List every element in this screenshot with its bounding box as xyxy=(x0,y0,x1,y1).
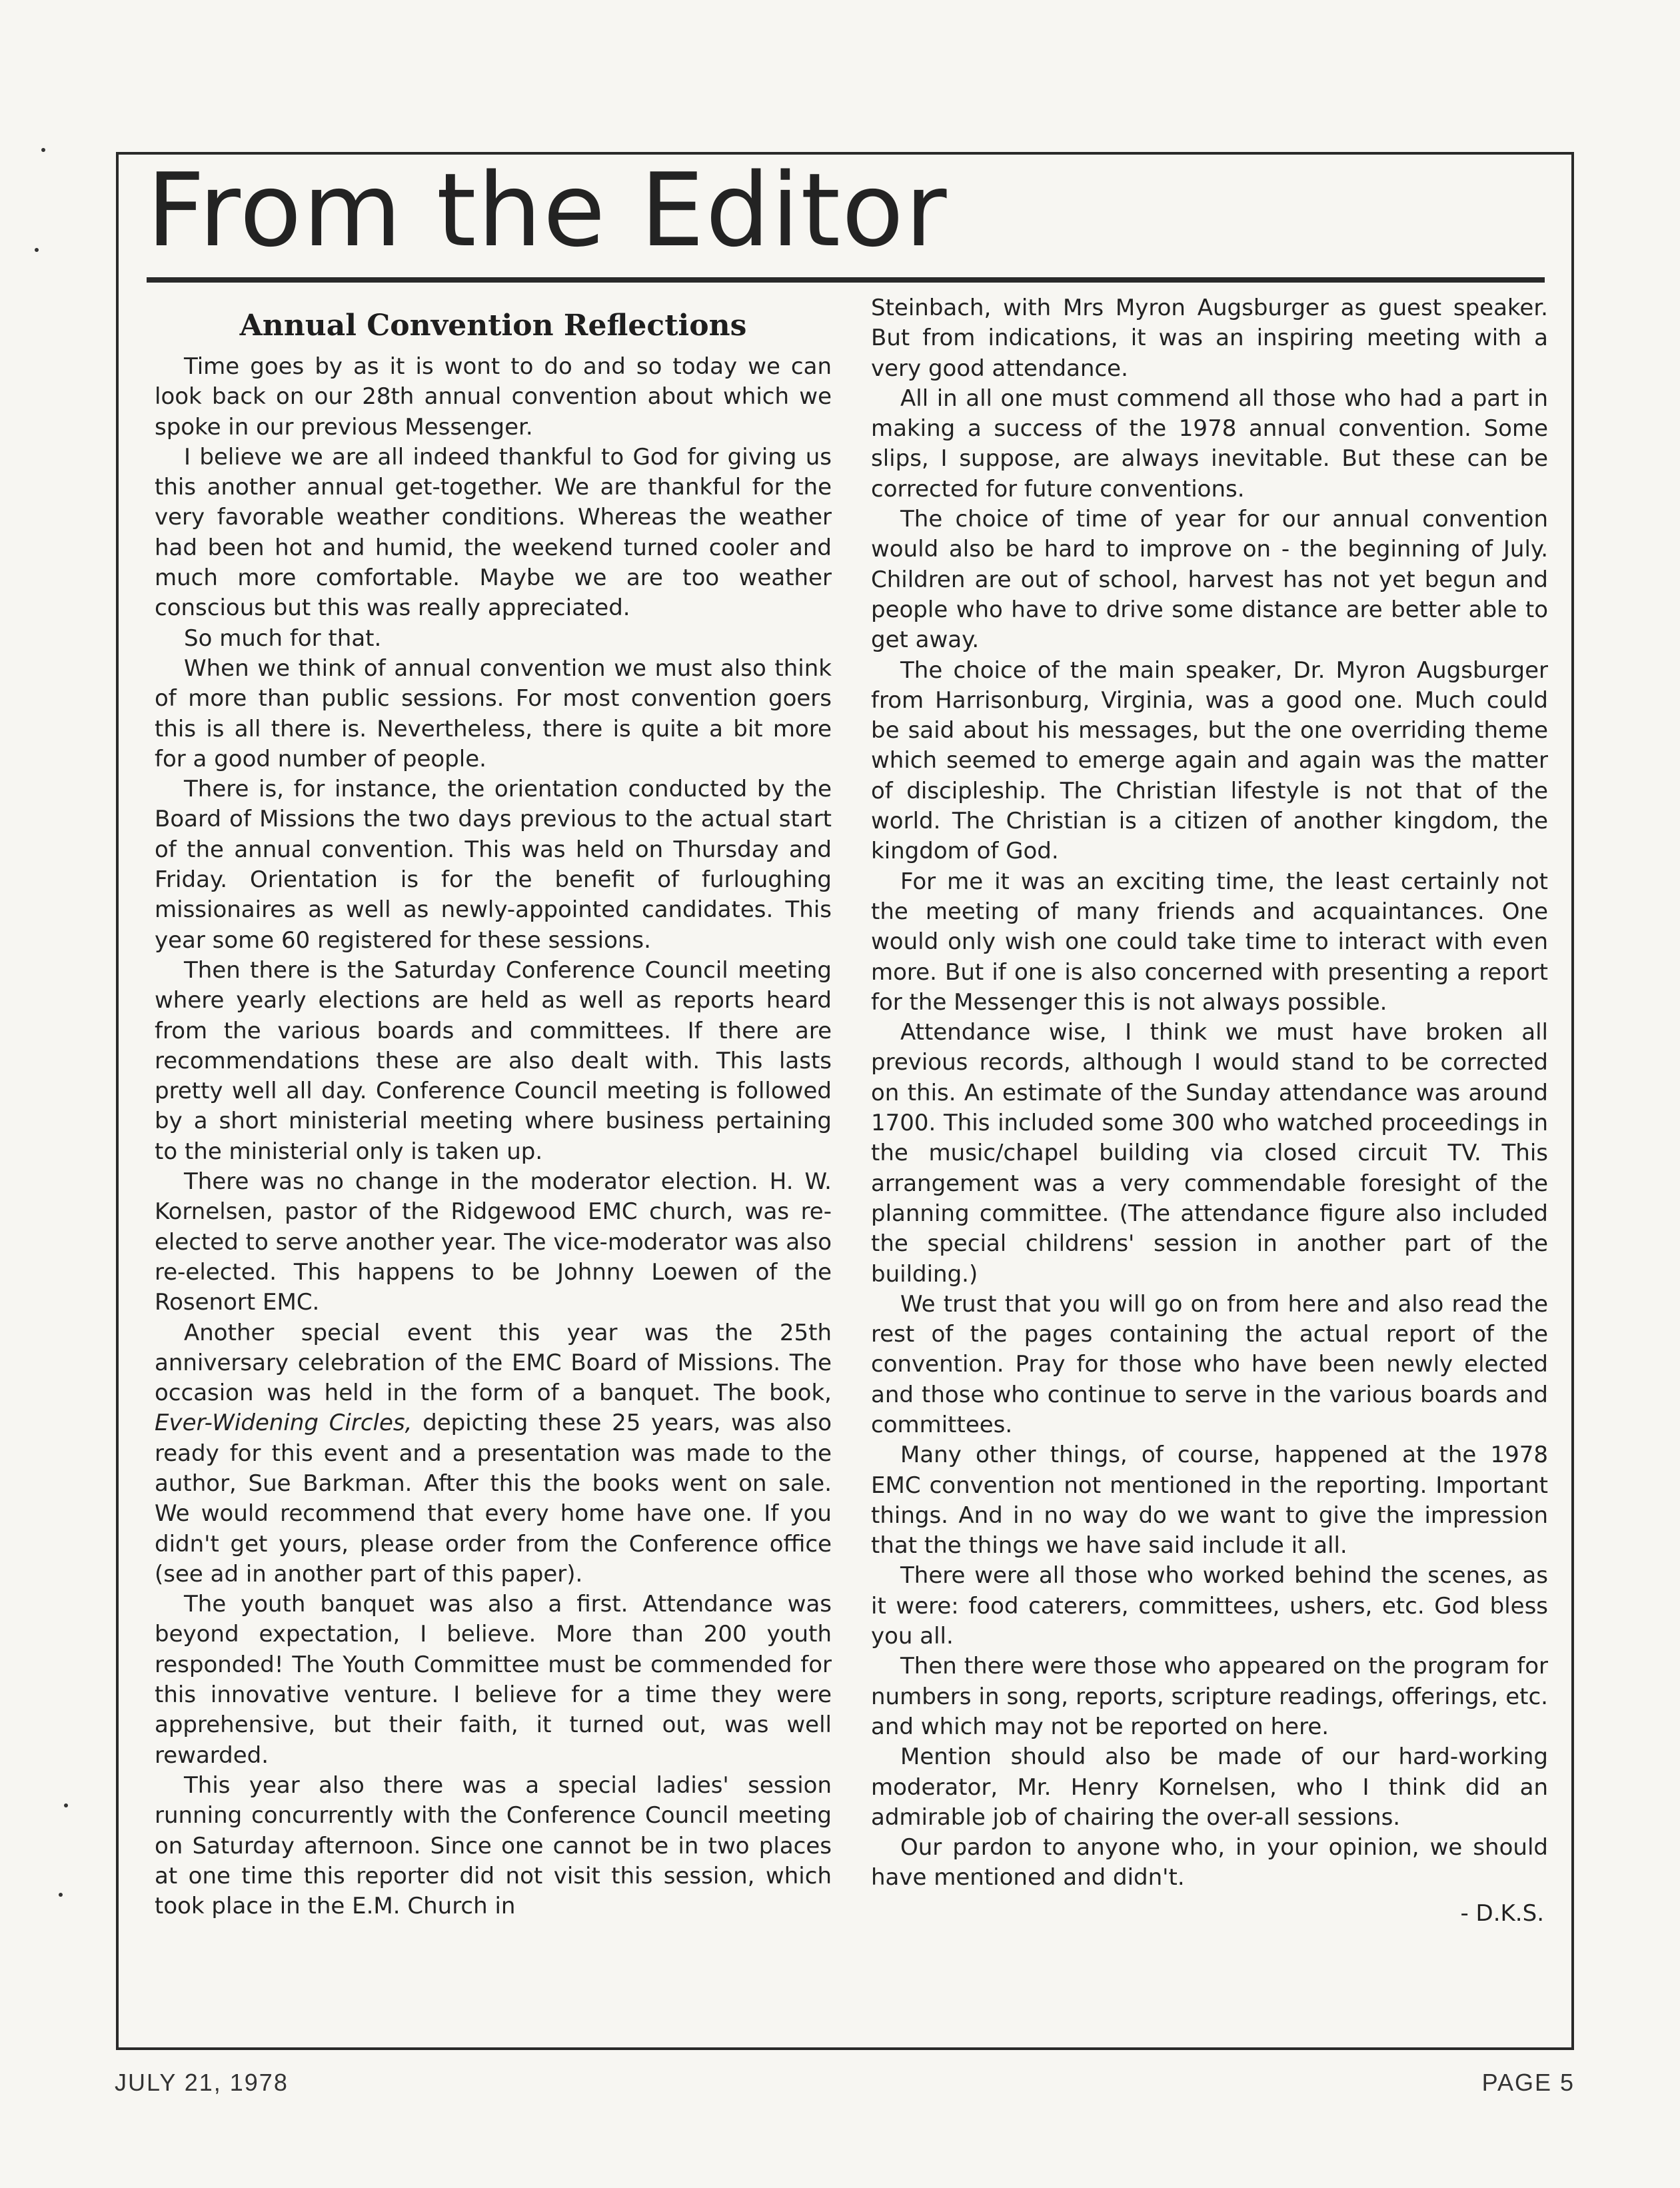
paragraph: The youth banquet was also a first. Attendance was beyond expectation, I believe. More than 200 youth responded! The Youth Committee must be commended for this innovative venture. I believe for a time they were apprehensive, but their faith, it turned out, was well rewarded. xyxy=(155,1591,832,1769)
paragraph: There was no change in the moderator election. H. W. Kornelsen, pastor of the Ridgewood EMC church, was re-elected to serve another year. The vice-moderator was also re-elected. This happens to be Johnny Loewen of the Rosenort EMC. xyxy=(155,1168,832,1316)
left-column xyxy=(155,293,832,2026)
paragraph: This year also there was a special ladies' session running concurrently with the Conference Council meeting on Saturday afternoon. Since one cannot be in two places at one time this reporter did not visit this session, which took place in the E.M. Church in xyxy=(155,1771,832,1920)
paragraph: Then there is the Saturday Conference Council meeting where yearly elections are held as well as reports heard from the various boards and committees. If there are recommendations these are also dealt with. This lasts pretty well all day. Conference Council meeting is followed by a short ministerial meeting where business pertaining to the ministerial only is taken up. xyxy=(155,956,832,1165)
paragraph: Many other things, of course, happened at the 1978 EMC convention not mentioned in the reporting. Important things. And in no way do we want to give the impression that the things we have said include it all. xyxy=(871,1442,1548,1560)
paragraph: There is, for instance, the orientation conducted by the Board of Missions the two days previous to the actual start of the annual convention. This was held on Thursday and Friday. Orientation is for the benefit of furloughing missionaires as well as newly-appointed candidates. This year some 60 registered for these sessions. xyxy=(155,776,832,954)
paragraph: So much for that. xyxy=(184,624,382,652)
author-signature: - D.K.S. xyxy=(1460,1899,1544,1927)
article-heading: Annual Convention Reflections xyxy=(239,309,747,343)
paragraph: All in all one must commend all those who had a part in making a success of the 1978 annual convention. Some slips, I suppose, are always inevitable. But these can be corrected for future conventions. xyxy=(871,385,1548,503)
paragraph: For me it was an exciting time, the least certainly not the meeting of many friends and acquaintances. One would only wish one could take time to interact with even more. But if one is also concerned with presenting a report for the Messenger this is not always possible. xyxy=(871,868,1548,1016)
issue-date: JULY 21, 1978 xyxy=(115,2069,289,2096)
paragraph: When we think of annual convention we must also think of more than public sessions. For most convention goers this is all there is. Nevertheless, there is quite a bit more for a good number of people. xyxy=(155,654,832,772)
paragraph: Then there were those who appeared on the program for numbers in song, reports, scripture readings, offerings, etc. and which may not be reported on here. xyxy=(871,1653,1548,1740)
banquet-paragraph xyxy=(155,1318,832,1590)
paragraph: The choice of the main speaker, Dr. Myron Augsburger from Harrisonburg, Virginia, was a good one. Much could be said about his messages, but the one overriding theme which seemed to emerge again and again was the matter of discipleship. The Christian lifestyle is not that of the world. The Christian is a citizen of another kingdom, the kingdom of God. xyxy=(871,656,1548,865)
paragraph: I believe we are all indeed thankful to God for giving us this another annual get-together. We are thankful for the very favorable weather conditions. Whereas the weather had been hot and humid, the weekend turned cooler and much more comfortable. Maybe we are too weather conscious but this was really appreciated. xyxy=(155,443,832,622)
title-rule xyxy=(147,277,1545,283)
margin-speck xyxy=(35,248,39,252)
right-column xyxy=(871,293,1548,2026)
paragraph: Time goes by as it is wont to do and so today we can look back on our 28th annual convention about which we spoke in our previous Messenger. xyxy=(155,353,832,441)
paragraph-continuation: Steinbach, with Mrs Myron Augsburger as guest speaker. But from indications, it was an inspiring meeting with a very good attendance. xyxy=(871,295,1548,382)
page-title: From the Editor xyxy=(147,151,948,269)
margin-speck xyxy=(41,148,45,152)
margin-speck xyxy=(64,1803,68,1807)
margin-speck xyxy=(59,1893,63,1897)
paragraph: The choice of time of year for our annual convention would also be hard to improve on - the beginning of July. Children are out of school, harvest has not yet begun and people who have to drive some distance are better able to get away. xyxy=(871,506,1548,654)
paragraph-text: depicting these 25 years, was also ready for this event and a presentation was made to the author, Sue Barkman. After this the books went on sale. We would recommend that every home have one. If you didn't get yours, please order from the Conference office (see ad in another part of this paper). xyxy=(155,1410,832,1588)
book-title: Ever-Widening Circles, xyxy=(155,1410,413,1437)
paragraph: We trust that you will go on from here and also read the rest of the pages containing the actual report of the convention. Pray for those who have been newly elected and those who continue to serve in the various boards and committees. xyxy=(871,1290,1548,1438)
paragraph: Attendance wise, I think we must have broken all previous records, although I would stand to be corrected on this. An estimate of the Sunday attendance was around 1700. This included some 300 who watched proceedings in the music/chapel building via closed circuit TV. This arrangement was a very commendable foresight of the planning committee. (The attendance figure also included the special childrens' session in another part of the building.) xyxy=(871,1019,1548,1288)
paragraph: Mention should also be made of our hard-working moderator, Mr. Henry Kornelsen, who I think did an admirable job of chairing the over-all sessions. xyxy=(871,1743,1548,1831)
page-number: PAGE 5 xyxy=(1481,2069,1575,2096)
paragraph-text: Another special event this year was the 25th anniversary celebration of the EMC Board of Missions. The occasion was held in the form of a banquet. The book, xyxy=(155,1319,832,1407)
paragraph: Our pardon to anyone who, in your opinion, we should have mentioned and didn't. xyxy=(871,1834,1548,1891)
paragraph: There were all those who worked behind the scenes, as it were: food caterers, committees, ushers, etc. God bless you all. xyxy=(871,1562,1548,1650)
